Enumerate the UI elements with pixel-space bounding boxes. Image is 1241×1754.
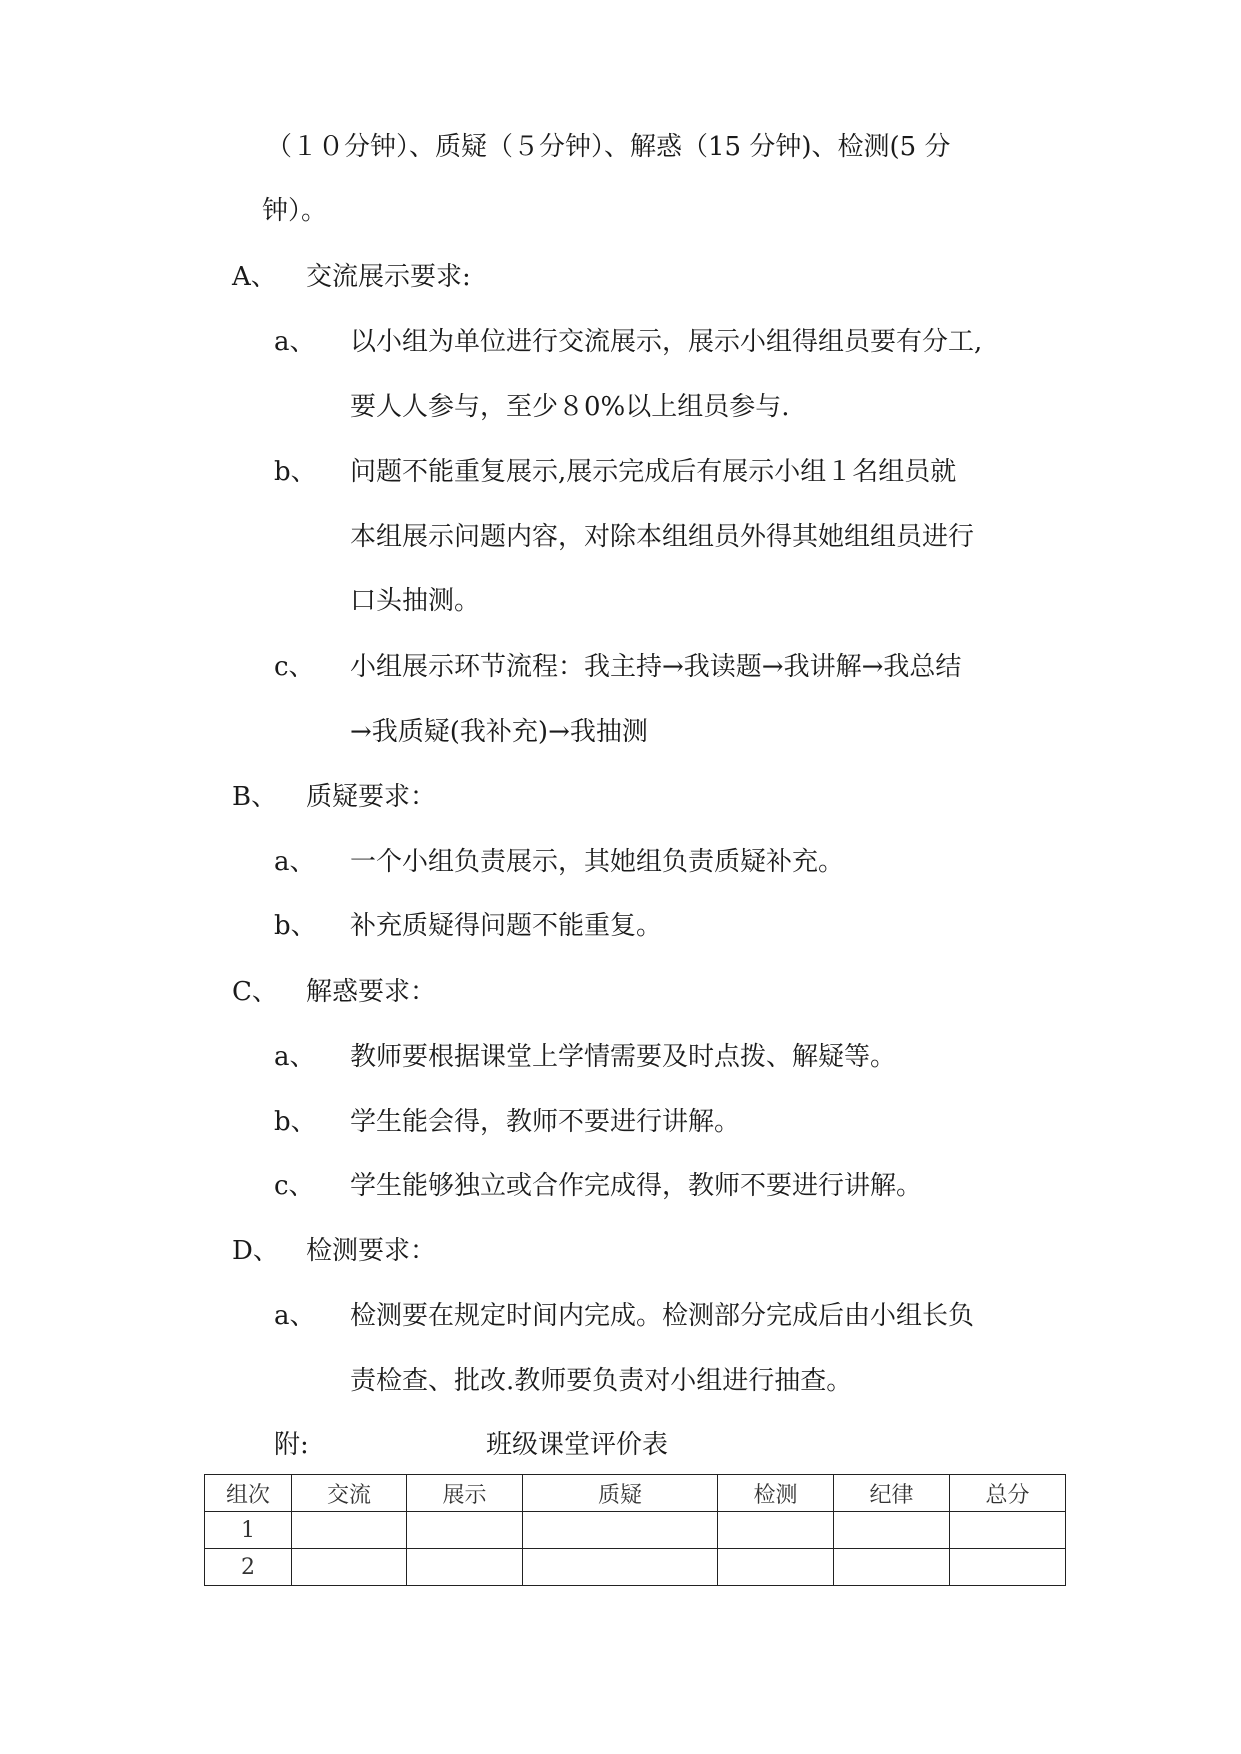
- section-c-marker: C、: [232, 977, 278, 1007]
- section-a-item-b-line-3: 口头抽测。: [350, 586, 481, 616]
- table-cell: [834, 1549, 950, 1586]
- section-a-title: 交流展示要求:: [306, 262, 471, 292]
- section-d-marker: D、: [232, 1236, 279, 1266]
- evaluation-table: [204, 1474, 1066, 1586]
- section-a-item-a-marker: a、: [274, 327, 316, 357]
- intro-line-2: 钟）。: [262, 196, 328, 226]
- section-c-item-c-line-1: 学生能够独立或合作完成得，教师不要进行讲解。: [350, 1171, 923, 1201]
- table-cell: [523, 1512, 718, 1549]
- appendix-label: 附:: [274, 1430, 309, 1460]
- section-a-item-c-line-1: 小组展示环节流程：我主持→我读题→我讲解→我总结: [350, 652, 962, 682]
- table-cell: [407, 1549, 523, 1586]
- section-b-item-a-line-1: 一个小组负责展示，其她组负责质疑补充。: [350, 847, 845, 877]
- section-c-item-b-line-1: 学生能会得，教师不要进行讲解。: [350, 1107, 741, 1137]
- table-row: [205, 1512, 1066, 1549]
- table-cell: [834, 1512, 950, 1549]
- section-d-item-a-marker: a、: [274, 1301, 316, 1331]
- table-header-row: [205, 1475, 1066, 1512]
- header-communication: 交流: [292, 1475, 407, 1512]
- section-b-item-a-marker: a、: [274, 847, 316, 877]
- table-cell: 1: [205, 1512, 292, 1549]
- section-a-item-b-line-2: 本组展示问题内容，对除本组组员外得其她组组员进行: [350, 522, 975, 552]
- table-cell: [292, 1512, 407, 1549]
- table-cell: [407, 1512, 523, 1549]
- section-a-item-c-marker: c、: [274, 652, 315, 682]
- section-b-title: 质疑要求：: [306, 782, 437, 812]
- section-a-item-c-line-2: →我质疑(我补充)→我抽测: [350, 717, 648, 747]
- section-c-item-b-marker: b、: [274, 1107, 317, 1137]
- section-d-title: 检测要求：: [306, 1236, 437, 1266]
- section-a-item-a-line-1: 以小组为单位进行交流展示，展示小组得组员要有分工,: [350, 327, 983, 357]
- table-cell: [950, 1549, 1066, 1586]
- header-total: 总分: [950, 1475, 1066, 1512]
- table-cell: [523, 1549, 718, 1586]
- header-testing: 检测: [718, 1475, 834, 1512]
- header-presentation: 展示: [407, 1475, 523, 1512]
- intro-line-1: （１０分钟）、质疑（５分钟）、解惑（15 分钟)、检测(5 分: [266, 132, 951, 162]
- section-c-item-c-marker: c、: [274, 1171, 315, 1201]
- section-c-item-a-marker: a、: [274, 1042, 316, 1072]
- section-d-item-a-line-1: 检测要在规定时间内完成。检测部分完成后由小组长负: [350, 1301, 975, 1331]
- section-c-title: 解惑要求：: [306, 977, 437, 1007]
- table-cell: 2: [205, 1549, 292, 1586]
- section-a-item-b-line-1: 问题不能重复展示,展示完成后有展示小组１名组员就: [350, 457, 957, 487]
- section-b-item-b-line-1: 补充质疑得问题不能重复。: [350, 911, 663, 941]
- section-d-item-a-line-2: 责检查、批改.教师要负责对小组进行抽查。: [350, 1366, 853, 1396]
- table-title: 班级课堂评价表: [486, 1430, 669, 1460]
- section-a-item-a-line-2: 要人人参与，至少８0%以上组员参与.: [350, 392, 790, 422]
- section-a-marker: A、: [232, 262, 277, 292]
- table-cell: [950, 1512, 1066, 1549]
- section-c-item-a-line-1: 教师要根据课堂上学情需要及时点拨、解疑等。: [350, 1042, 897, 1072]
- table-cell: [718, 1549, 834, 1586]
- table-cell: [292, 1549, 407, 1586]
- header-group: 组次: [205, 1475, 292, 1512]
- section-a-item-b-marker: b、: [274, 457, 317, 487]
- section-b-marker: B、: [232, 782, 278, 812]
- header-questioning: 质疑: [523, 1475, 718, 1512]
- table-row: [205, 1549, 1066, 1586]
- table-cell: [718, 1512, 834, 1549]
- section-b-item-b-marker: b、: [274, 911, 317, 941]
- header-discipline: 纪律: [834, 1475, 950, 1512]
